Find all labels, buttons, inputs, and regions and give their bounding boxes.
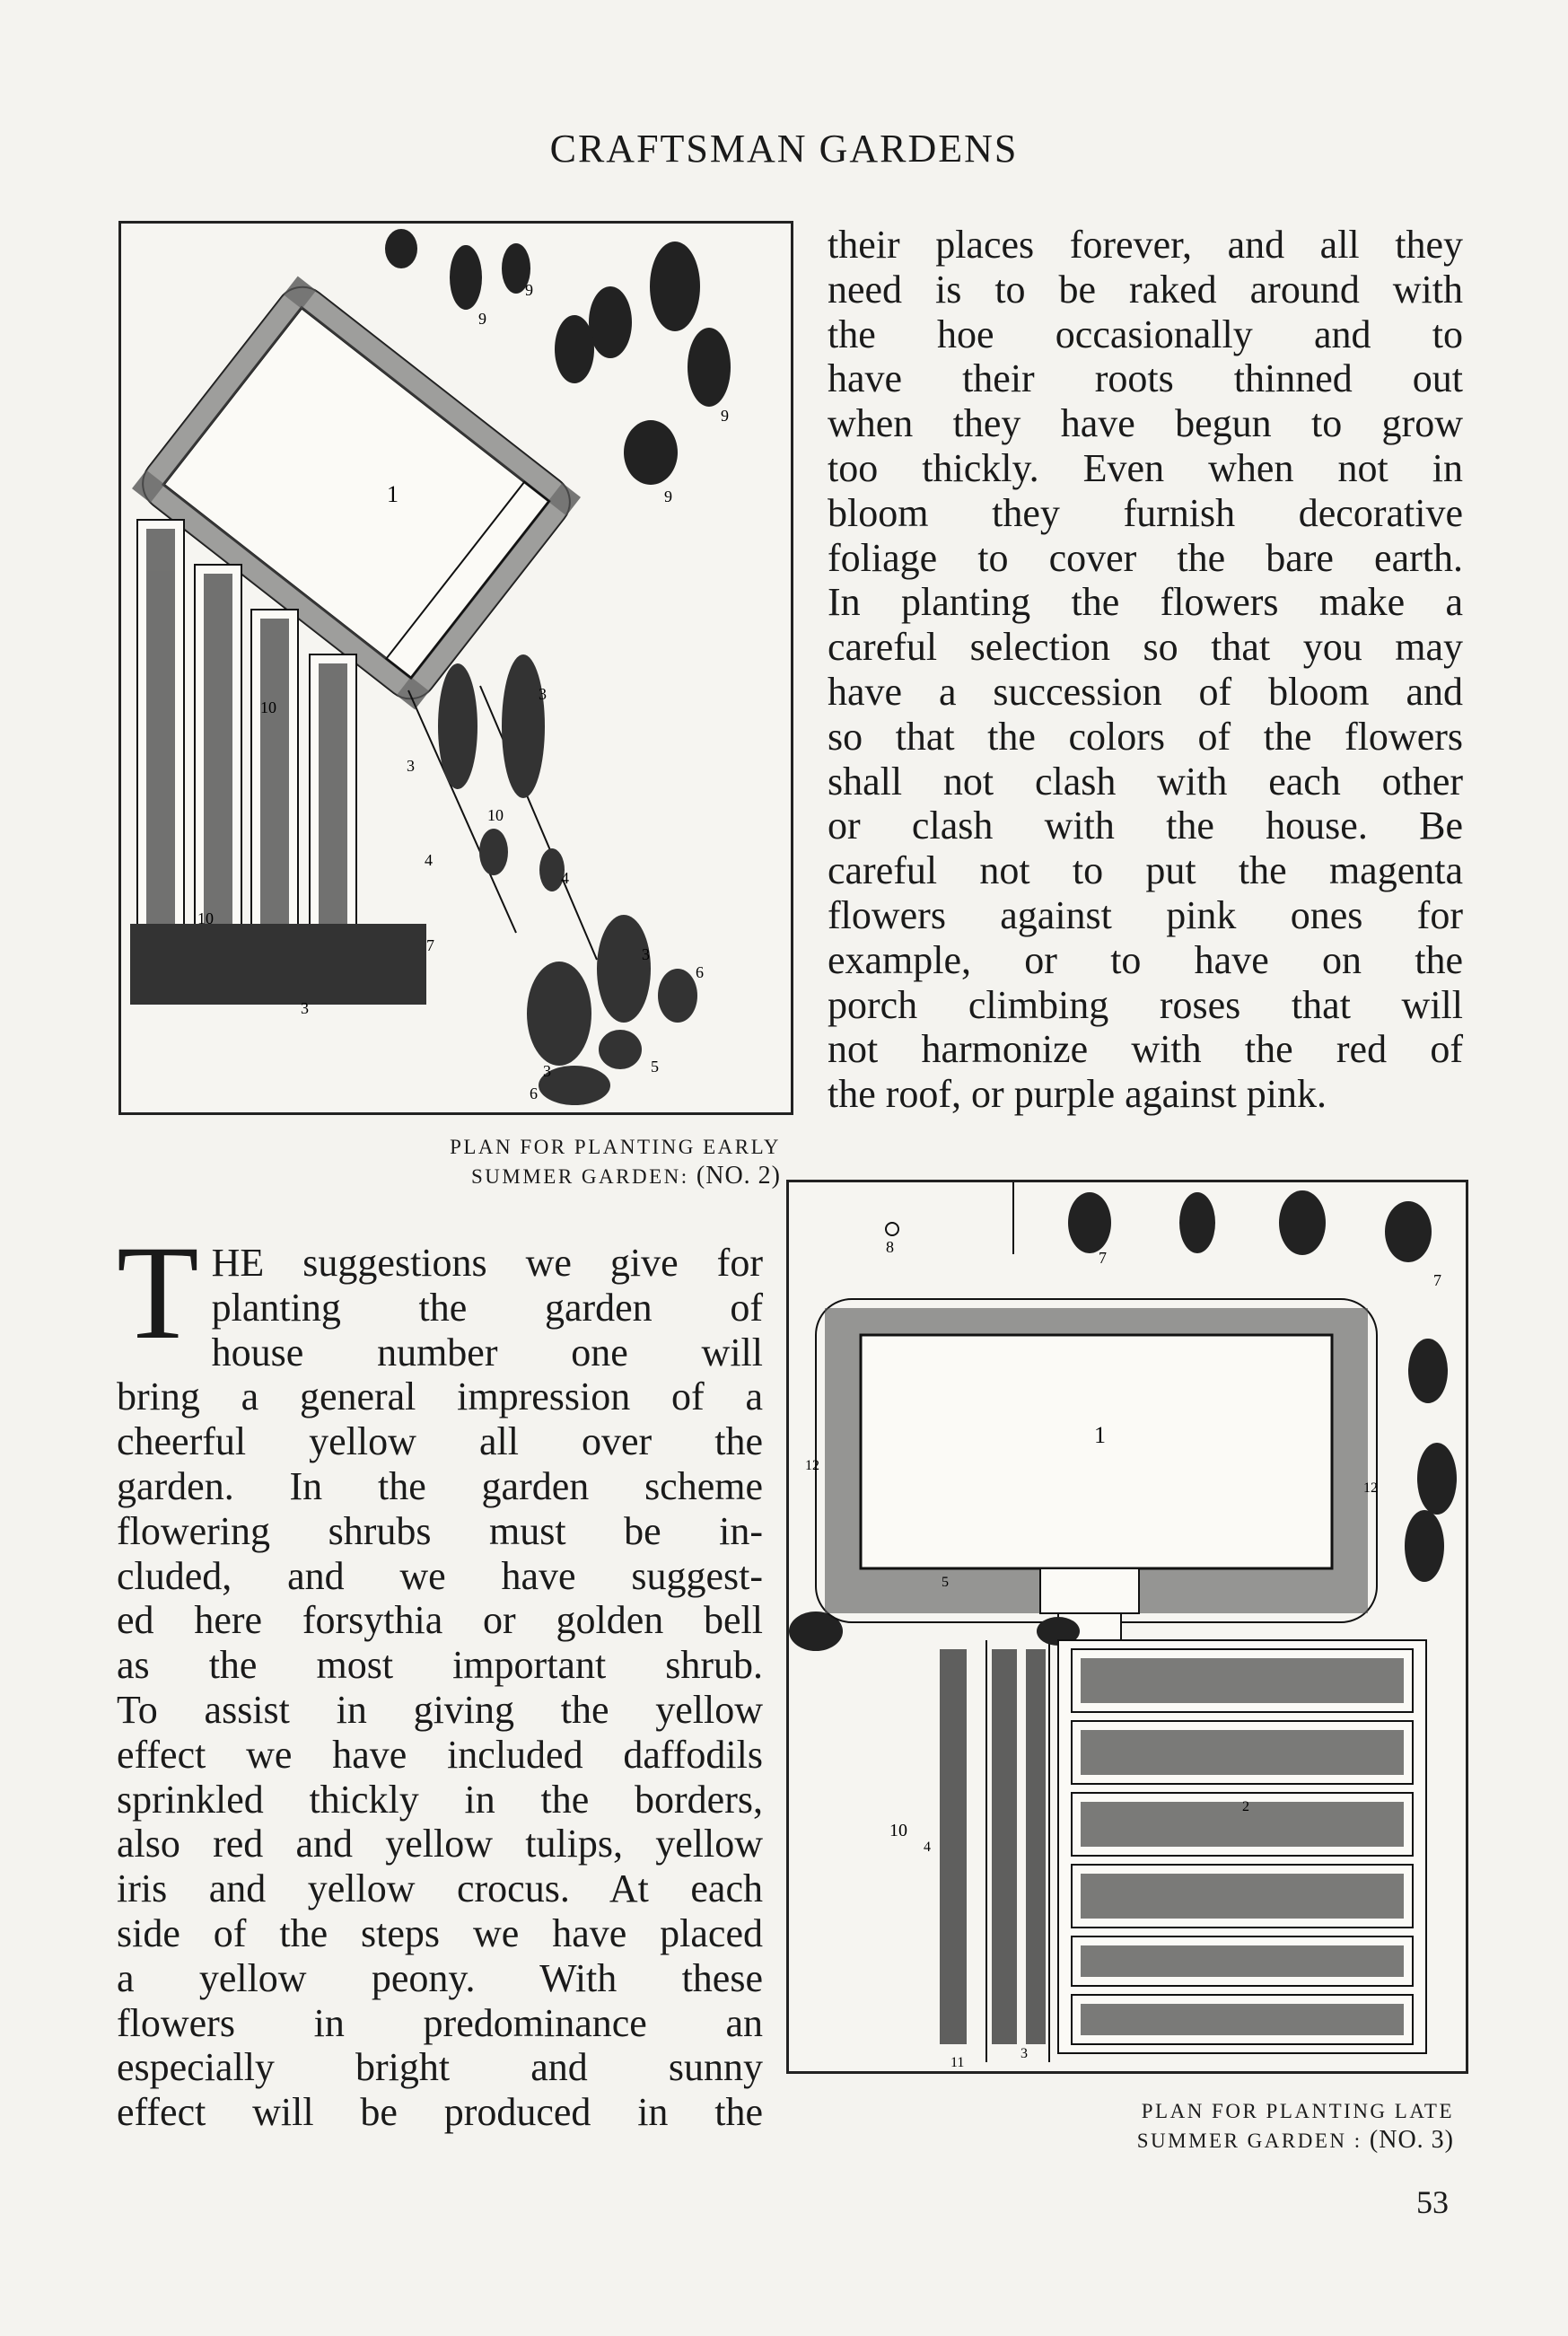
right-column-line: flowers against pink ones for	[828, 892, 1463, 937]
figure-1-caption-line1: PLAN FOR PLANTING EARLY	[450, 1136, 781, 1158]
right-column-line: so that the colors of the flowers	[828, 714, 1463, 759]
right-column-line: or clash with the house. Be	[828, 804, 1463, 848]
right-column-line: In planting the flowers make a	[828, 580, 1463, 625]
left-rest-line: also red and yellow tulips, yellow	[117, 1822, 763, 1866]
svg-text:7: 7	[1099, 1249, 1107, 1267]
right-column-line: too thickly. Even when not in	[828, 445, 1463, 490]
svg-text:9: 9	[525, 281, 533, 299]
left-rest-line: side of the steps we have placed	[117, 1910, 763, 1955]
left-rest-line: garden. In the garden scheme	[117, 1463, 763, 1508]
right-column-line: when they have begun to grow	[828, 401, 1463, 446]
svg-text:3: 3	[301, 999, 309, 1017]
left-rest-line: To assist in giving the yellow	[117, 1687, 763, 1732]
svg-text:3: 3	[1021, 2046, 1028, 2061]
figure-1-caption	[341, 1133, 781, 1191]
svg-text:12: 12	[1363, 1480, 1378, 1496]
left-rest-line: bring a general impression of a	[117, 1374, 763, 1419]
left-first-line: planting the garden of	[211, 1285, 763, 1330]
figure-2-caption-line2: SUMMER GARDEN : (NO. 3)	[1136, 2126, 1454, 2154]
right-column-line: the roof, or purple against pink.	[828, 1072, 1327, 1117]
right-column-line: the hoe occasionally and to	[828, 312, 1463, 356]
right-column-line: have a succession of bloom and	[828, 669, 1463, 714]
right-column-line: example, or to have on the	[828, 937, 1463, 982]
svg-text:3: 3	[407, 757, 415, 775]
svg-text:10: 10	[889, 1821, 907, 1840]
svg-text:6: 6	[530, 1085, 538, 1102]
svg-text:4: 4	[561, 869, 569, 887]
svg-text:12: 12	[805, 1458, 819, 1473]
drop-cap: T	[117, 1218, 199, 1367]
house-label-1: 1	[387, 481, 399, 507]
svg-text:10: 10	[487, 806, 504, 824]
figure-2-caption	[1014, 2097, 1454, 2156]
svg-text:9: 9	[664, 487, 672, 505]
svg-text:2: 2	[1242, 1799, 1249, 1814]
svg-text:9: 9	[478, 310, 486, 328]
figure-1-caption-line2: SUMMER GARDEN: (NO. 2)	[470, 1162, 781, 1190]
right-column-top-text	[828, 223, 1463, 1117]
svg-text:9: 9	[721, 407, 729, 425]
page-number: 53	[1416, 2184, 1449, 2220]
svg-text:10: 10	[260, 698, 276, 716]
left-rest-line: iris and yellow crocus. At each	[117, 1866, 763, 1911]
left-first-line: house number one will	[211, 1330, 763, 1374]
left-rest-line: effect will be produced in the	[117, 2090, 763, 2135]
svg-text:5: 5	[942, 1575, 949, 1590]
left-rest-line: as the most important shrub.	[117, 1643, 763, 1688]
figure-2-caption-line1: PLAN FOR PLANTING LATE	[1141, 2100, 1454, 2122]
left-rest-line: a yellow peony. With these	[117, 1955, 763, 2000]
right-column-line: not harmonize with the red of	[828, 1027, 1463, 1072]
left-rest-line: effect we have included daffodils	[117, 1732, 763, 1777]
svg-text:5: 5	[651, 1058, 659, 1076]
left-rest-line: ed here forsythia or golden bell	[117, 1598, 763, 1643]
right-column-line: bloom they furnish decorative	[828, 490, 1463, 535]
figure-early-summer-plan	[118, 221, 793, 1115]
figure-late-summer-plan	[786, 1180, 1468, 2074]
svg-text:4: 4	[425, 851, 433, 869]
svg-text:3: 3	[642, 945, 650, 963]
svg-text:7: 7	[426, 936, 434, 954]
left-rest-line: especially bright and sunny	[117, 2045, 763, 2090]
right-column-line: foliage to cover the bare earth.	[828, 535, 1463, 580]
right-column-line: have their roots thinned out	[828, 356, 1463, 401]
svg-text:8: 8	[886, 1238, 894, 1256]
left-rest-line: sprinkled thickly in the borders,	[117, 1777, 763, 1822]
garden-plan-drawing-1	[121, 224, 791, 1112]
right-column-line: their places forever, and all they	[828, 223, 1463, 267]
svg-text:3: 3	[543, 1062, 551, 1080]
left-rest-line: cluded, and we have suggest-	[117, 1553, 763, 1598]
running-head: CRAFTSMAN GARDENS	[549, 127, 1019, 171]
svg-text:6: 6	[696, 963, 704, 981]
right-column-line: careful not to put the magenta	[828, 848, 1463, 893]
left-column-bottom-text	[117, 1218, 763, 2135]
svg-text:7: 7	[1433, 1271, 1441, 1289]
right-column-line: careful selection so that you may	[828, 625, 1463, 670]
svg-text:4: 4	[924, 1840, 931, 1855]
svg-text:10: 10	[197, 909, 214, 927]
left-rest-line: cheerful yellow all over the	[117, 1419, 763, 1464]
left-first-line: HE suggestions we give for	[211, 1241, 763, 1285]
svg-text:3: 3	[539, 685, 547, 703]
garden-plan-drawing-2	[789, 1182, 1466, 2071]
left-rest-line: flowers in predominance an	[117, 2000, 763, 2045]
right-column-line: need is to be raked around with	[828, 267, 1463, 312]
left-rest-line: flowering shrubs must be in-	[117, 1508, 763, 1553]
right-column-line: porch climbing roses that will	[828, 982, 1463, 1027]
svg-text:11: 11	[950, 2055, 965, 2070]
svg-text:1: 1	[1094, 1422, 1106, 1448]
right-column-line: shall not clash with each other	[828, 759, 1463, 804]
